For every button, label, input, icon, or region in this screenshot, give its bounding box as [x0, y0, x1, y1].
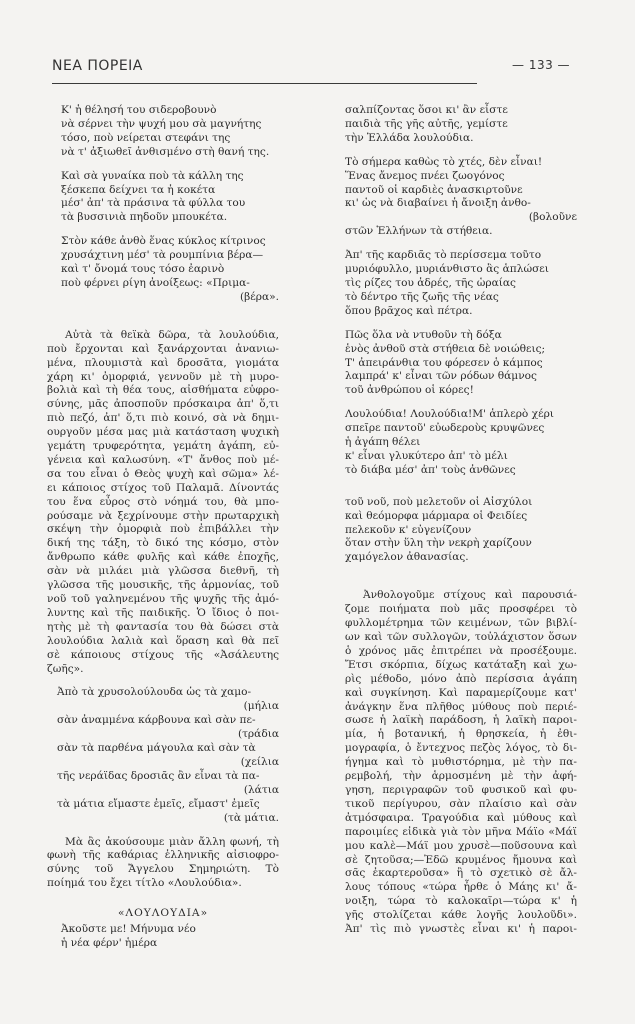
- prose-line: μογραφία, ὁ ἔντεχνος πεζὸς λόγος, τὸ δι-: [345, 742, 577, 755]
- prose-line: δική της τάξη, τὸ δικό της κόσμο, στὸν: [47, 537, 279, 550]
- right-column: [345, 104, 577, 947]
- prose-line: βολιὰ καὶ τὴ θέα τους, αἰσθήματα εὐφρο-: [47, 384, 279, 397]
- verse-line: νὰ τ' ἀξιωθεῖ ἀνθισμένο στὴ θανή της.: [61, 145, 270, 158]
- prose-line: φυλλομέτρημα τῶν κειμένων, τῶν βιβλί-: [345, 617, 577, 630]
- poem-opening: [61, 923, 279, 951]
- prose-line: ποὺ ἔρχονται καὶ ξανάρχονται ἀνανιω-: [47, 342, 279, 355]
- left-column: [47, 104, 279, 951]
- prose-line: ρὶς μέθοδο, μόνο ἀπὸ περίσσια ἀγάπη: [345, 672, 577, 685]
- verse-line: Ἀπ' τῆς καρδιᾶς τὸ περίσσεμα τοῦτο: [345, 249, 542, 262]
- prose-line: σα του εἶναι ὁ Θεὸς ψυχὴ καὶ σῶμα» λέ-: [47, 467, 279, 480]
- verse-line: ἡ ἀγάπη θέλει: [345, 436, 421, 449]
- prose-line: ὁ χρόνος μᾶς ἐπιτρέπει νὰ προσέξουμε.: [345, 644, 577, 657]
- verse-line: ὅταν στὴν ὕλη τὴν νεκρὴ χαρίζουν: [345, 537, 532, 550]
- verse-line: τὰ βυσσινιὰ πηδοῦν μπουκέτα.: [61, 211, 228, 224]
- verse-line: πελεκοῦν κ' εὐγενίζουν: [345, 523, 472, 536]
- verse-line: ὅπου βρᾶχος καὶ πέτρα.: [345, 304, 473, 317]
- prose-line: Ἀπ' τὶς πιὸ γνωστὲς εἶναι κι' ἡ παροι-: [345, 923, 577, 936]
- prose-line: ἀνάγκην ἕνα πλῆθος μύθους ποὺ περιέ-: [345, 700, 577, 713]
- verse-line: σὰν ἀναμμένα κάρβουνα καὶ σὰν πε-: [57, 714, 256, 727]
- header-rule: [52, 83, 477, 84]
- prose-line: ει κάποιος στίχος τοῦ Παλαμᾶ. Δίνοντάς: [47, 481, 279, 494]
- verse-line: παιδιὰ τῆς γῆς αὐτῆς, γεμίστε: [345, 117, 508, 130]
- verse-line: τὸ δέντρο τῆς ζωῆς τῆς νέας: [345, 290, 499, 303]
- verse-line: Ἀκοῦστε με! Μήνυμα νέο: [61, 923, 196, 936]
- verse-line: τὴν Ἑλλάδα λουλούδια.: [345, 131, 474, 144]
- poem-stanza: [345, 329, 577, 399]
- verse-line: καὶ τ' ὄνομά τους τόσο ἐαρινὸ: [61, 263, 225, 276]
- prose-line: γῆς στολίζεται κάθε λογῆς λουλοῦδι».: [345, 909, 577, 922]
- verse-line: τὸ διάβα μέσ' ἀπ' τοὺς ἀνθῶνες: [345, 463, 516, 476]
- verse-line: κι' ὡς νὰ διαβαίνει ἡ ἄνοιξη ἀνθο-: [345, 197, 531, 210]
- verse-line: τοῦ νοῦ, ποὺ μελετοῦν οἱ Αἰσχύλοι: [345, 495, 533, 508]
- verse-line: ποὺ φέρνει ρίγη ἀνοίξεως: «Πριμα-: [61, 276, 250, 289]
- prose-line: γεμάτη τρυφερότητα, γεμάτη ἀγάπη, εὐ-: [47, 440, 279, 453]
- verse-continuation: (βολοῦνε: [528, 211, 577, 224]
- verse-line: σὰν τὰ παρθένα μάγουλα καὶ σὰν τὰ: [57, 742, 256, 755]
- verse-line: Ἕνας ἄνεμος πνέει ζωογόνος: [345, 169, 505, 182]
- verse-line: κ' εἶναι γλυκύτερο ἀπ' τὸ μέλι: [345, 449, 508, 462]
- prose-line: Ἀνθολογοῦμε στίχους καὶ παρουσιά-: [363, 589, 577, 602]
- prose-line: σᾶς ἐκαρτεροῦσα» ἢ τὸ σχετικὸ σὲ ἄλ-: [345, 867, 577, 880]
- prose-line: ρούσαμε νὰ ξεχρίνουμε στὴν πρωταρχικὴ: [47, 509, 279, 522]
- verse-line: Λουλούδια! Λουλούδια!Μ' ἁπλερὸ χέρι: [345, 408, 554, 421]
- prose-line: Μὰ ἂς ἀκούσουμε μιὰν ἄλλη φωνή, τὴ: [65, 835, 279, 848]
- verse-line: μυριόφυλλο, μυριάνθιστο ἂς ἁπλώσει: [345, 263, 549, 276]
- prose-line: ρεμβολή, τὴν ἁρμοσμένη μὲ τὴν ἀφή-: [345, 770, 577, 783]
- prose-line: λυντης καὶ τῆς παιδικῆς. Ὁ ἴδιος ὁ ποι-: [47, 606, 279, 619]
- poem-stanza: [345, 408, 577, 478]
- verse-continuation: (τὰ μάτια.: [223, 811, 279, 824]
- verse-line: Πῶς ὅλα νὰ ντυθοῦν τὴ δόξα: [345, 328, 502, 341]
- verse-line: χρυσάχτινη μέσ' τὰ ρουμπίνια βέρα—: [61, 249, 264, 262]
- verse-line: ξέσκεπα δείχνει τα ἡ κοκέτα: [61, 183, 216, 196]
- verse-line: νὰ σέρνει τὴν ψυχή μου σὰ μαγνήτης: [61, 117, 262, 130]
- prose-line: πιὸ πεζό, ἀπ' ὅ,τι πιὸ κοινό, σὰ νὰ δημι-: [47, 412, 279, 425]
- prose-line: νοιξη, τώρα τὸ καλοκαῖρι—τώρα κ' ἡ: [345, 895, 577, 908]
- verse-continuation: (μήλια: [243, 700, 279, 713]
- prose-line: ἄνθρωπο κάθε φυλῆς καὶ κάθε ἐποχῆς,: [47, 551, 279, 564]
- verse-line: τόσο, ποὺ νείρεται στεφάνι της: [61, 131, 231, 144]
- verse-line: μέσ' ἀπ' τὰ πράσινα τὰ φύλλα του: [61, 197, 246, 210]
- quoted-verse: [57, 686, 279, 825]
- verse-line: Κ' ἡ θέλησή του σιδεροβουνὸ: [61, 104, 217, 116]
- prose-line: ἀτμόσφαιρα. Τραγούδια καὶ μύθους καὶ: [345, 811, 577, 824]
- verse-line: καὶ θεόμορφα μάρμαρα οἱ Φειδίες: [345, 509, 528, 522]
- poem-stanza: [345, 156, 577, 239]
- prose-line: γένεια καὶ καλωσύνη. «Τ' ἄνθος ποὺ μέ-: [47, 453, 279, 466]
- verse-line: τὰ μάτια εἴμαστε ἐμεῖς, εἴμαστ' ἐμεῖς: [57, 797, 260, 810]
- prose-line: ζομε ποιήματα ποὺ μᾶς προσφέρει τὸ: [345, 603, 577, 616]
- poem-stanza: [61, 235, 279, 305]
- prose-line: ητὴς μὲ τὴ φαντασία του θὰ δώσει στὰ: [47, 620, 279, 633]
- verse-continuation: (βέρα».: [240, 290, 279, 303]
- verse-line: Καὶ σὰ γυναίκα ποὺ τὰ κάλλη της: [61, 169, 244, 182]
- verse-line: λαμπρά' κ' εἶναι τῶν ρόδων θάμνος: [345, 370, 537, 383]
- verse-line: Τ' ἀπειράνθια του φόρεσεν ὁ κάμπος: [345, 356, 543, 369]
- verse-line: Ἀπὸ τὰ χρυσολούλουδα ὡς τὰ χαμο-: [57, 686, 252, 699]
- prose-line: ων καὶ τῶν συλλογῶν, τοὐλάχιστον ὅσων: [345, 631, 577, 643]
- prose-line: λουλούδια λαλιὰ καὶ ὅραση καὶ θὰ πεῖ: [47, 634, 279, 647]
- prose-line: νοῦ τοῦ γαληνεμένου τῆς ψυχῆς τῆς ἀμό-: [47, 593, 279, 605]
- prose-line: παροιμίες εἰδικὰ γιὰ τὸν μῆνα Μάϊο «Μάϊ: [345, 825, 577, 838]
- prose-line: του ἕνα εὖρος στὸ νόημά του, θὰ μπο-: [47, 495, 279, 508]
- page-number: — 133 —: [512, 58, 571, 72]
- prose-line: γηση, περιγραφῶν τοῦ φυσικοῦ καὶ φυ-: [345, 783, 577, 796]
- verse-line: παντοῦ οἱ καρδιὲς ἀνασκιρτοῦνε: [345, 183, 523, 196]
- prose-line: σὲ ζητοῦσα;—Ἐδῶ κρυμένος ἤμουνα καὶ: [345, 853, 577, 866]
- prose-line: μου καλὲ—Μάϊ μου χρυσὲ—ποῦσουνα καὶ: [345, 839, 577, 852]
- verse-line: χαμόγελον ἀθανασίας.: [345, 551, 469, 564]
- poem-stanza: [345, 496, 577, 566]
- poem-stanza: [345, 104, 577, 146]
- verse-continuation: (χείλια: [240, 755, 279, 768]
- verse-line: ἑνὸς ἀνθοῦ στὰ στήθεια δὲ νοιώθεις;: [345, 342, 546, 355]
- verse-line: Στὸν κάθε ἀνθὸ ἕνας κύκλος κίτρινος: [61, 235, 266, 248]
- prose-line: χάρη κι' ὀμορφιά, γεννοῦν μὲ τὴ μυρο-: [47, 370, 279, 383]
- prose-line: μία, ἡ βοτανική, ἡ θρησκεία, ἡ ἐθι-: [345, 728, 577, 741]
- prose-line: φωνὴ τῆς καθάριας ἑλληνικῆς αἰσιοφρο-: [47, 849, 279, 862]
- poem-stanza: [61, 104, 279, 160]
- prose-paragraph: [47, 836, 279, 892]
- prose-line: λους τόπους «τώρα ἦρθε ὁ Μάης κι' ἄ-: [345, 881, 577, 894]
- prose-line: ήγημα καὶ τὸ μυθιστόρημα, μὲ τὴν πα-: [345, 756, 577, 769]
- prose-line: ουργοῦν μέσα μας μιὰ κατάσταση ψυχικὴ: [47, 426, 279, 439]
- prose-line: γλῶσσα τῆς μουσικῆς, τῆς ἁρμονίας, τοῦ: [47, 579, 279, 592]
- prose-line: τικοῦ περίγυρου, σὰν πλαίσιο καὶ σὰν: [345, 797, 577, 810]
- prose-line: καὶ συγκίνηση. Καὶ παραμερίζουμε κατ': [345, 686, 577, 699]
- verse-line: τῆς νεράϊδας δροσιᾶς ἂν εἶναι τὰ πα-: [57, 769, 260, 782]
- journal-title: ΝΕΑ ΠΟΡΕΙΑ: [52, 58, 143, 74]
- prose-line: σκέψη τὴν ὀμορφιὰ ποὺ ἐπιβάλλει τὴν: [47, 523, 279, 536]
- verse-line: Τὸ σήμερα καθὼς τὸ χτές, δὲν εἶναι!: [345, 155, 543, 168]
- verse-line: ἡ νέα φέρν' ἡμέρα: [61, 936, 158, 949]
- poem-stanza: [345, 249, 577, 319]
- poem-title: «ΛΟΥΛΟΥΔΙΑ»: [117, 907, 209, 920]
- verse-continuation: (λάτια: [243, 783, 279, 796]
- verse-line: στῶν Ἑλλήνων τὰ στήθεια.: [345, 225, 493, 238]
- running-head: [52, 58, 571, 78]
- verse-line: σπεῖρε παντοῦ' εὐωδεροὺς κρυψῶνες: [345, 422, 545, 435]
- prose-line: σύνης, μᾶς ἀποσποῦν πρόσκαιρα ἀπ' ὅ,τι: [47, 398, 279, 411]
- prose-line: σωσε ἡ λαϊκὴ παράδοση, ἡ λαϊκὴ παροι-: [345, 714, 577, 727]
- verse-line: σαλπίζοντας ὅσοι κι' ἂν εἶστε: [345, 104, 508, 116]
- prose-line: ζωῆς».: [47, 662, 84, 675]
- verse-continuation: (τράδια: [237, 728, 279, 741]
- prose-line: Ἔτσι σκόρπια, δίχως κατάταξη καὶ χω-: [345, 658, 577, 671]
- prose-paragraph: [47, 329, 279, 677]
- verse-line: τὶς ρίζες του ἁδρές, τῆς ὡραίας: [345, 276, 516, 289]
- prose-line: Αὐτὰ τὰ θεϊκὰ δῶρα, τὰ λουλούδια,: [65, 328, 279, 341]
- poem-stanza: [61, 170, 279, 226]
- prose-line: ποίημά του ἔχει τίτλο «Λουλούδια».: [47, 877, 242, 890]
- prose-line: σὲ κάποιους στίχους τῆς «Ἀσάλευτης: [47, 648, 279, 661]
- prose-paragraph: [345, 589, 577, 937]
- prose-line: σὰν νὰ μιλάει μιὰ γλῶσσα διεθνῆ, τὴ: [47, 565, 279, 578]
- prose-line: σύνης τοῦ Ἄγγελου Σημηριώτη. Τὸ: [47, 863, 279, 876]
- verse-line: τοῦ ἀνθρώπου οἱ κόρες!: [345, 384, 474, 397]
- prose-line: μένα, πλουμιστὰ καὶ δροσᾶτα, γιομάτα: [47, 356, 279, 369]
